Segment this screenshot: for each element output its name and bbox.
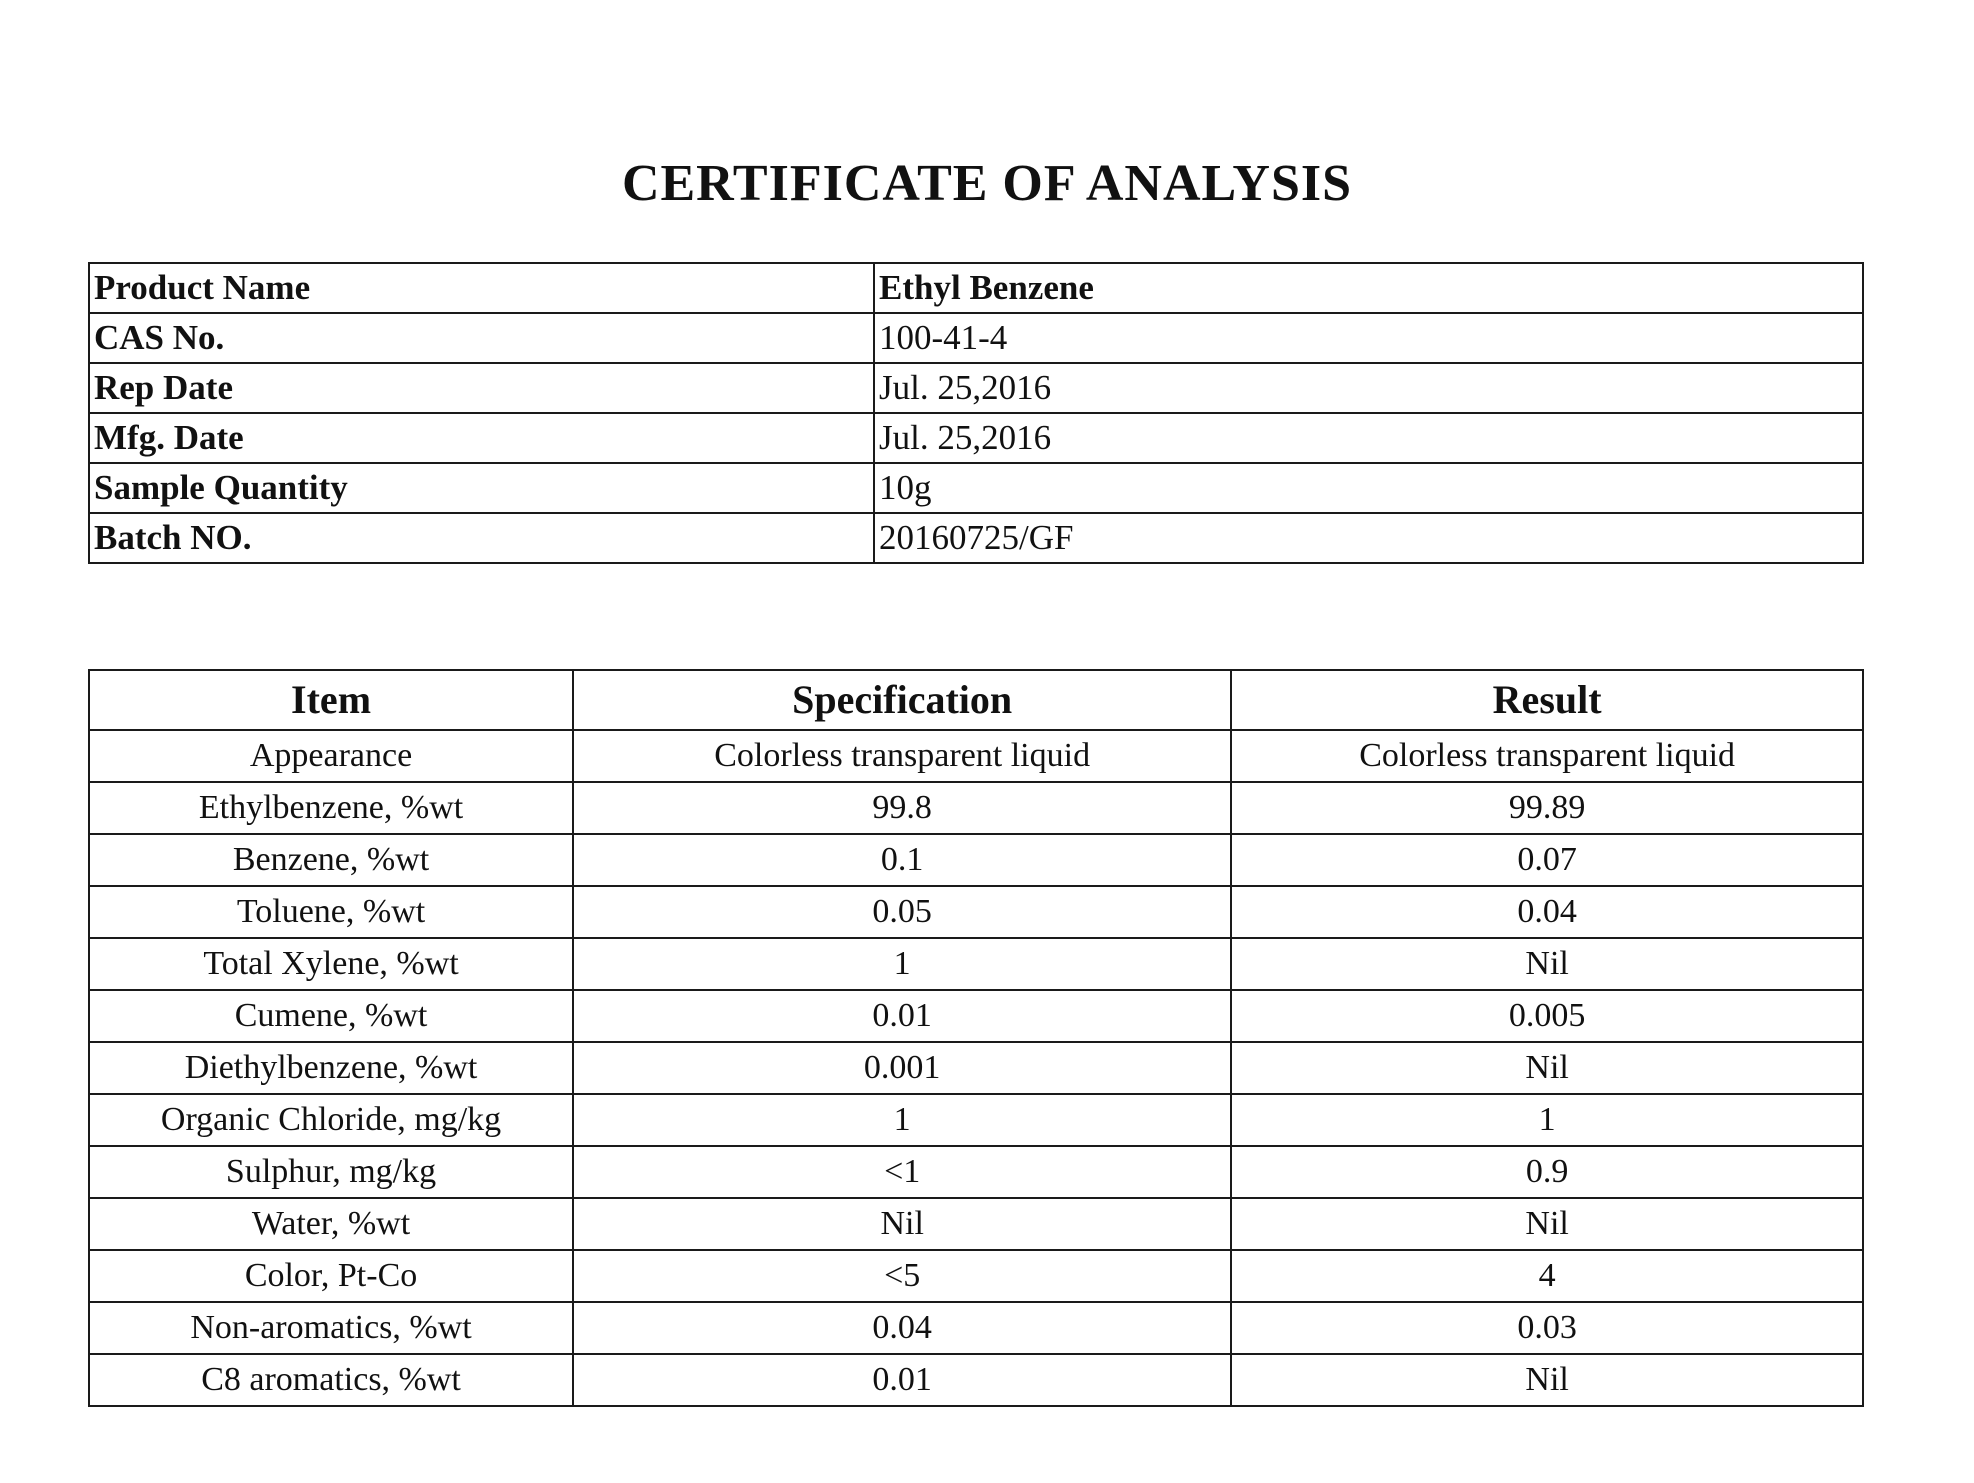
result-cell: Nil xyxy=(1231,1042,1863,1094)
info-row xyxy=(89,463,1863,513)
specification-cell: 1 xyxy=(573,938,1231,990)
specification-cell: <5 xyxy=(573,1250,1231,1302)
analysis-row xyxy=(89,1146,1863,1198)
specification-cell: 0.01 xyxy=(573,1354,1231,1406)
analysis-row xyxy=(89,782,1863,834)
specification-cell: 0.001 xyxy=(573,1042,1231,1094)
item-cell: Water, %wt xyxy=(89,1198,573,1250)
result-cell: 0.07 xyxy=(1231,834,1863,886)
specification-cell: 1 xyxy=(573,1094,1231,1146)
specification-cell: 0.1 xyxy=(573,834,1231,886)
info-value: 100-41-4 xyxy=(874,313,1863,363)
analysis-row xyxy=(89,990,1863,1042)
info-row xyxy=(89,263,1863,313)
info-label: Rep Date xyxy=(89,363,874,413)
info-row xyxy=(89,313,1863,363)
result-cell: 0.9 xyxy=(1231,1146,1863,1198)
item-cell: Sulphur, mg/kg xyxy=(89,1146,573,1198)
info-label: Product Name xyxy=(89,263,874,313)
info-row xyxy=(89,513,1863,563)
specification-cell: <1 xyxy=(573,1146,1231,1198)
item-cell: Toluene, %wt xyxy=(89,886,573,938)
info-value: Ethyl Benzene xyxy=(874,263,1863,313)
analysis-row xyxy=(89,938,1863,990)
item-cell: Ethylbenzene, %wt xyxy=(89,782,573,834)
document-title: CERTIFICATE OF ANALYSIS xyxy=(621,155,1353,212)
item-cell: Appearance xyxy=(89,730,573,782)
info-row xyxy=(89,363,1863,413)
analysis-row xyxy=(89,1250,1863,1302)
header-item: Item xyxy=(89,670,573,730)
item-cell: Color, Pt-Co xyxy=(89,1250,573,1302)
item-cell: Diethylbenzene, %wt xyxy=(89,1042,573,1094)
header-result: Result xyxy=(1231,670,1863,730)
item-cell: C8 aromatics, %wt xyxy=(89,1354,573,1406)
item-cell: Cumene, %wt xyxy=(89,990,573,1042)
item-cell: Benzene, %wt xyxy=(89,834,573,886)
result-cell: Nil xyxy=(1231,938,1863,990)
analysis-row xyxy=(89,1354,1863,1406)
info-label: Sample Quantity xyxy=(89,463,874,513)
analysis-row xyxy=(89,834,1863,886)
info-label: CAS No. xyxy=(89,313,874,363)
specification-cell: Colorless transparent liquid xyxy=(573,730,1231,782)
info-value: 10g xyxy=(874,463,1863,513)
result-cell: Colorless transparent liquid xyxy=(1231,730,1863,782)
info-value: 20160725/GF xyxy=(874,513,1863,563)
analysis-row xyxy=(89,1042,1863,1094)
info-label: Batch NO. xyxy=(89,513,874,563)
result-cell: 4 xyxy=(1231,1250,1863,1302)
info-value: Jul. 25,2016 xyxy=(874,413,1863,463)
info-label: Mfg. Date xyxy=(89,413,874,463)
item-cell: Non-aromatics, %wt xyxy=(89,1302,573,1354)
analysis-row xyxy=(89,1198,1863,1250)
analysis-row xyxy=(89,1302,1863,1354)
specification-cell: 99.8 xyxy=(573,782,1231,834)
info-value: Jul. 25,2016 xyxy=(874,363,1863,413)
analysis-row xyxy=(89,730,1863,782)
specification-cell: 0.04 xyxy=(573,1302,1231,1354)
result-cell: 0.03 xyxy=(1231,1302,1863,1354)
result-cell: 99.89 xyxy=(1231,782,1863,834)
item-cell: Total Xylene, %wt xyxy=(89,938,573,990)
specification-cell: 0.05 xyxy=(573,886,1231,938)
analysis-row xyxy=(89,1094,1863,1146)
result-cell: 0.005 xyxy=(1231,990,1863,1042)
header-specification: Specification xyxy=(573,670,1231,730)
info-row xyxy=(89,413,1863,463)
specification-cell: 0.01 xyxy=(573,990,1231,1042)
specification-cell: Nil xyxy=(573,1198,1231,1250)
result-cell: Nil xyxy=(1231,1354,1863,1406)
result-cell: Nil xyxy=(1231,1198,1863,1250)
analysis-table xyxy=(88,669,1864,1407)
product-info-table xyxy=(88,262,1864,564)
item-cell: Organic Chloride, mg/kg xyxy=(89,1094,573,1146)
analysis-row xyxy=(89,886,1863,938)
analysis-header-row xyxy=(89,670,1863,730)
result-cell: 1 xyxy=(1231,1094,1863,1146)
result-cell: 0.04 xyxy=(1231,886,1863,938)
